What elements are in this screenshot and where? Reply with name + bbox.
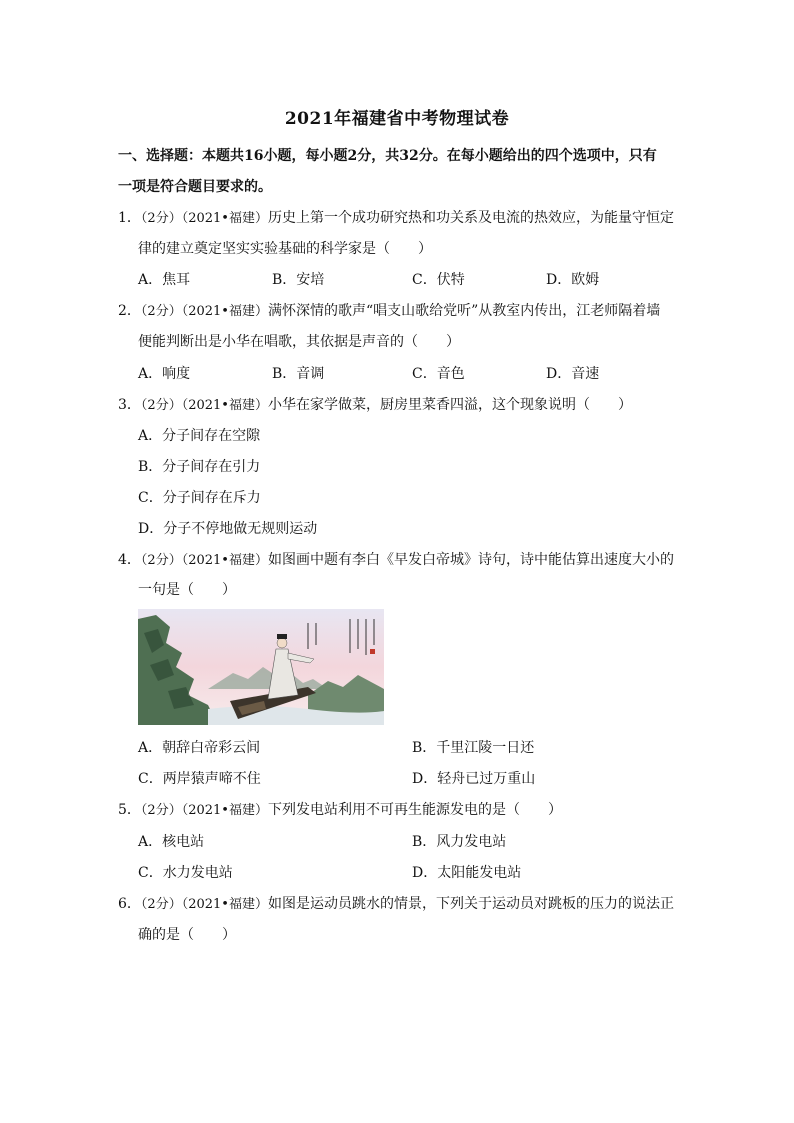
question-meta: （2分）（2021•福建） [140, 553, 268, 568]
option-a[interactable]: A．核电站 [138, 834, 205, 850]
question-number: 5． [118, 802, 141, 818]
option-c[interactable]: C．分子间存在斥力 [138, 490, 261, 506]
option-c[interactable]: C．伏特 [412, 272, 465, 288]
option-d[interactable]: D．音速 [546, 366, 600, 382]
option-b[interactable]: B．千里江陵一日还 [412, 740, 535, 756]
question-meta: （2分）（2021•福建） [140, 897, 268, 912]
question-text: 如图画中题有李白《早发白帝城》诗句，诗中能估算出速度大小的 [267, 552, 674, 568]
option-a[interactable]: A．分子间存在空隙 [138, 428, 261, 444]
poet-head [277, 638, 287, 648]
question-1-cont: 律的建立奠定坚实实验基础的科学家是（ ） [138, 241, 432, 257]
question-text: 如图是运动员跳水的情景，下列关于运动员对跳板的压力的说法正 [267, 896, 674, 912]
question-text: 历史上第一个成功研究热和功关系及电流的热效应，为能量守恒定 [267, 210, 674, 226]
option-d[interactable]: D．分子不停地做无规则运动 [138, 521, 318, 537]
question-2-cont: 便能判断出是小华在唱歌，其依据是声音的（ ） [138, 334, 460, 350]
question-number: 6． [118, 896, 141, 912]
question-text: 满怀深情的歌声“唱支山歌给党听”从教室内传出，江老师隔着墙 [267, 303, 661, 319]
question-6 [118, 894, 674, 915]
option-b[interactable]: B．分子间存在引力 [138, 459, 261, 475]
option-a[interactable]: A．朝辞白帝彩云间 [138, 740, 261, 756]
question-6-cont: 确的是（ ） [138, 927, 236, 943]
option-b[interactable]: B．风力发电站 [412, 834, 507, 850]
option-c[interactable]: C．水力发电站 [138, 865, 233, 881]
option-b[interactable]: B．安培 [272, 272, 325, 288]
section-heading: 一、选择题：本题共16小题，每小题2分，共32分。在每小题给出的四个选项中，只有 [118, 148, 657, 164]
question-meta: （2分）（2021•福建） [140, 211, 268, 226]
page-title: 2021年福建省中考物理试卷 [284, 109, 510, 129]
option-a[interactable]: A．焦耳 [138, 272, 191, 288]
question-number: 1． [118, 210, 141, 226]
red-seal [370, 649, 375, 654]
question-number: 4． [118, 552, 141, 568]
question-4 [118, 550, 674, 571]
question-5 [118, 800, 562, 821]
poet-hat [277, 634, 287, 639]
poet-boat-painting [138, 609, 384, 725]
option-b[interactable]: B．音调 [272, 366, 325, 382]
question-1 [118, 208, 674, 229]
option-d[interactable]: D．太阳能发电站 [412, 865, 522, 881]
question-meta: （2分）（2021•福建） [140, 398, 268, 413]
section-heading-cont: 一项是符合题目要求的。 [118, 179, 272, 195]
option-d[interactable]: D．欧姆 [546, 272, 600, 288]
option-c[interactable]: C．音色 [412, 366, 465, 382]
question-text: 小华在家学做菜，厨房里菜香四溢，这个现象说明（ ） [267, 397, 632, 413]
question-text: 下列发电站利用不可再生能源发电的是（ ） [267, 802, 562, 818]
question-2 [118, 301, 660, 322]
option-c[interactable]: C．两岸猿声啼不住 [138, 771, 261, 787]
option-a[interactable]: A．响度 [138, 366, 191, 382]
question-number: 3． [118, 397, 141, 413]
question-4-cont: 一句是（ ） [138, 582, 236, 598]
question-meta: （2分）（2021•福建） [140, 803, 268, 818]
question-3 [118, 395, 632, 416]
question-meta: （2分）（2021•福建） [140, 304, 268, 319]
option-d[interactable]: D．轻舟已过万重山 [412, 771, 536, 787]
question-number: 2． [118, 303, 141, 319]
